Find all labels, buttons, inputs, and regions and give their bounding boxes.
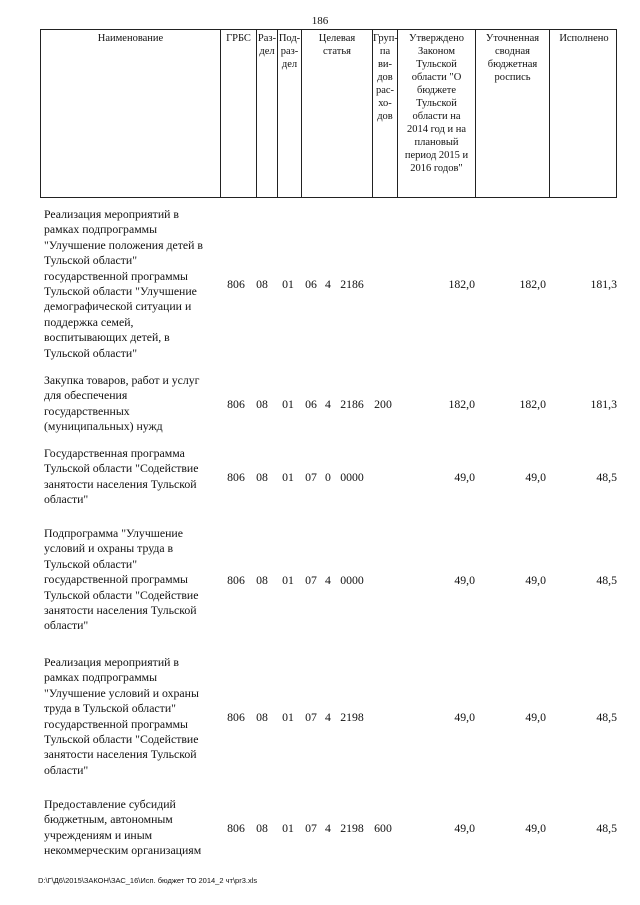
row-executed: 48,5 (596, 821, 617, 835)
row-cs-code: 2198 (340, 710, 364, 724)
row-podrazdel: 01 (282, 573, 294, 587)
row-cs-subprogram: 4 (325, 573, 331, 587)
row-name: Предоставление субсидий бюджетным, автономным учреждениям и иным некоммерческим организациям (44, 797, 202, 858)
row-cs-subprogram: 4 (325, 821, 331, 835)
row-refined: 49,0 (525, 821, 546, 835)
row-razdel: 08 (256, 470, 268, 484)
header-grbs: ГРБС (221, 30, 257, 197)
row-cs-program: 07 (305, 573, 317, 587)
row-refined: 182,0 (519, 397, 546, 411)
row-podrazdel: 01 (282, 821, 294, 835)
row-cs-subprogram: 4 (325, 710, 331, 724)
header-vr: Груп- па ви- дов рас- хо- дов (373, 30, 398, 197)
row-name: Государственная программа Тульской области "Содействие занятости населения Тульской области" (44, 446, 199, 507)
row-name: Подпрограмма "Улучшение условий и охраны труда в Тульской области" государственной программы Тульской области "Содействие занятости населения Тульской области" (44, 526, 199, 633)
row-approved: 49,0 (454, 821, 475, 835)
row-cs-program: 07 (305, 470, 317, 484)
row-cs-program: 06 (305, 397, 317, 411)
row-cs-code: 2198 (340, 821, 364, 835)
row-cs-program: 06 (305, 277, 317, 291)
row-executed: 48,5 (596, 573, 617, 587)
row-vr: 200 (374, 397, 392, 411)
row-executed: 48,5 (596, 710, 617, 724)
row-grbs: 806 (227, 470, 245, 484)
header-executed: Исполнено (559, 33, 609, 44)
row-cs-code: 2186 (340, 397, 364, 411)
row-approved: 182,0 (448, 397, 475, 411)
row-refined: 182,0 (519, 277, 546, 291)
row-podrazdel: 01 (282, 277, 294, 291)
row-podrazdel: 01 (282, 710, 294, 724)
row-approved: 49,0 (454, 710, 475, 724)
row-grbs: 806 (227, 821, 245, 835)
row-grbs: 806 (227, 573, 245, 587)
row-refined: 49,0 (525, 710, 546, 724)
row-cs-subprogram: 4 (325, 277, 331, 291)
page-number: 186 (311, 15, 329, 27)
row-refined: 49,0 (525, 470, 546, 484)
row-cs-code: 2186 (340, 277, 364, 291)
row-approved: 182,0 (448, 277, 475, 291)
row-razdel: 08 (256, 821, 268, 835)
row-executed: 181,3 (590, 397, 617, 411)
row-cs-code: 0000 (340, 573, 364, 587)
row-podrazdel: 01 (282, 397, 294, 411)
row-razdel: 08 (256, 710, 268, 724)
file-path-footer: D:\Г\Д6\2015\ЗАКОН\ЗАС_16\Исп. бюджет ТО 2014_2 чт\pr3.xls (38, 876, 258, 885)
header-razdel: Раз- дел (257, 30, 278, 197)
row-name: Реализация мероприятий в рамках подпрограммы "Улучшение положения детей в Тульской области" государственной программы Тульской области "Улучшение демографической ситуации и поддержка семей, воспитывающих детей, в Тульской области" (44, 207, 203, 360)
row-grbs: 806 (227, 277, 245, 291)
row-cs-subprogram: 0 (325, 470, 331, 484)
row-cs-subprogram: 4 (325, 397, 331, 411)
row-vr: 600 (374, 821, 392, 835)
table-header (40, 29, 617, 198)
row-executed: 48,5 (596, 470, 617, 484)
row-approved: 49,0 (454, 573, 475, 587)
row-approved: 49,0 (454, 470, 475, 484)
header-podrazdel: Под- раз- дел (278, 30, 302, 197)
row-name: Закупка товаров, работ и услуг для обеспечения государственных (муниципальных) нужд (44, 373, 200, 434)
row-refined: 49,0 (525, 573, 546, 587)
row-podrazdel: 01 (282, 470, 294, 484)
row-grbs: 806 (227, 397, 245, 411)
header-refined: Уточненная сводная бюджетная роспись (476, 30, 550, 197)
row-razdel: 08 (256, 277, 268, 291)
row-grbs: 806 (227, 710, 245, 724)
row-razdel: 08 (256, 573, 268, 587)
row-cs-code: 0000 (340, 470, 364, 484)
row-name: Реализация мероприятий в рамках подпрограммы "Улучшение условий и охраны труда в Тульской области" государственной программы Тульской области "Содействие занятости населения Тульской области" (44, 655, 199, 777)
header-name: Наименование (41, 30, 221, 197)
row-executed: 181,3 (590, 277, 617, 291)
header-target: Целевая статья (302, 30, 373, 197)
row-cs-program: 07 (305, 821, 317, 835)
header-approved: Утверждено Законом Тульской области "О бюджете Тульской области на 2014 год и на плановый период 2015 и 2016 годов" (398, 30, 476, 197)
row-razdel: 08 (256, 397, 268, 411)
row-cs-program: 07 (305, 710, 317, 724)
